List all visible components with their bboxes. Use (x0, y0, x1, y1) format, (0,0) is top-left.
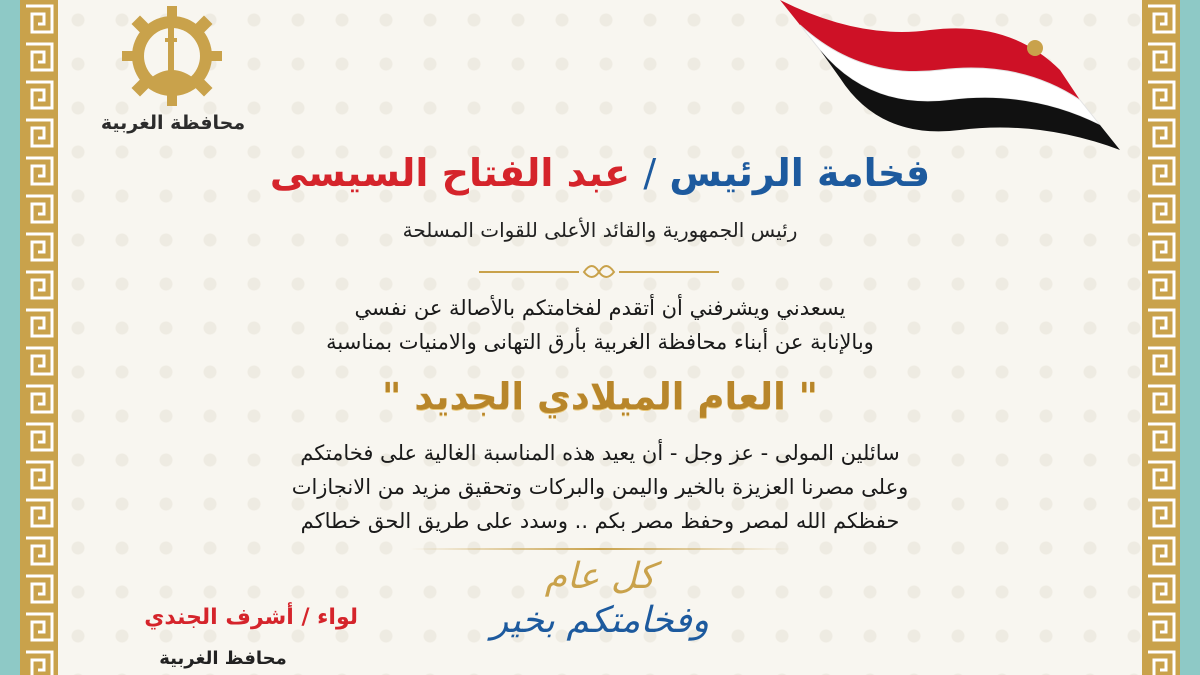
greeting-part-1: كل عام (544, 556, 656, 597)
ornament-divider-icon (474, 258, 724, 284)
title-separator: / (643, 151, 657, 195)
body-line-1: يسعدني ويشرفني أن أتقدم لفخامتكم بالأصالة عن نفسي (354, 296, 846, 320)
greeting-part-2: وفخامتكم بخير (490, 600, 710, 641)
title-part-name: عبد الفتاح السيسى (269, 151, 631, 195)
governorate-name: محافظة الغربية (100, 112, 246, 134)
signatory-name: لواء / أشرف الجندي (144, 605, 358, 630)
governorate-emblem-icon (112, 4, 232, 114)
signatory-title: محافظ الغربية (159, 648, 287, 669)
body-line-4: وعلى مصرنا العزيزة بالخير واليمن والبركات وتحقيق مزيد من الانجازات (291, 475, 909, 499)
recipient-subtitle: رئيس الجمهورية والقائد الأعلى للقوات المسلحة (402, 218, 798, 242)
egypt-flag-ribbon (780, 0, 1140, 170)
title-part-office: فخامة الرئيس (669, 151, 931, 195)
bottom-divider (410, 548, 790, 550)
occasion-title: " العام الميلادي الجديد " (382, 375, 818, 418)
body-line-2: وبالإنابة عن أبناء محافظة الغربية بأرق التهانى والامنيات بمناسبة (326, 330, 874, 354)
body-line-3: سائلين المولى - عز وجل - أن يعيد هذه المناسبة الغالية على فخامتكم (300, 441, 900, 465)
recipient-title (0, 148, 1200, 198)
greeting-calligraphy (455, 555, 745, 660)
body-line-5: حفظكم الله لمصر وحفظ مصر بكم .. وسدد على طريق الحق خطاكم (300, 509, 900, 533)
